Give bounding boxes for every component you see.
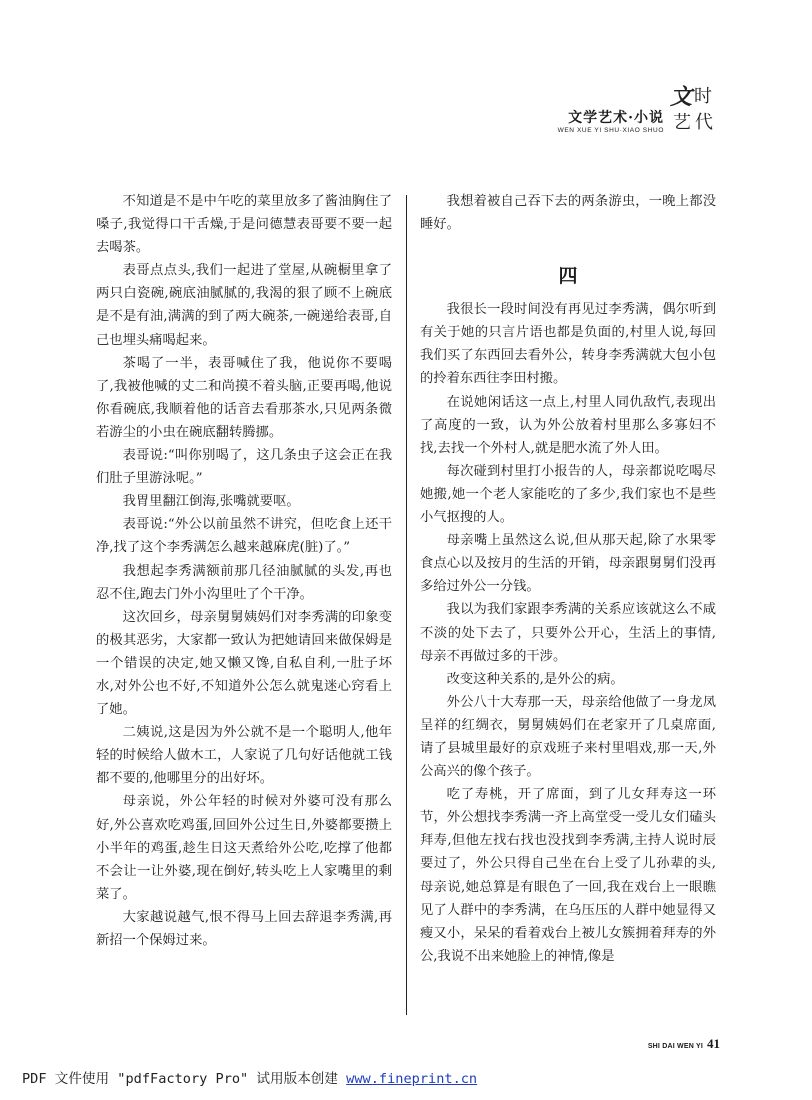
paragraph: 外公八十大寿那一天，母亲给他做了一身龙凤呈祥的红绸衣，舅舅姨妈们在老家开了几桌席面,请了县城里最好的京戏班子来村里唱戏,那一天,外公高兴的像个孩子。	[420, 694, 716, 780]
header-text-block	[558, 110, 664, 136]
magazine-logo	[670, 86, 720, 136]
paragraph: 我很长一段时间没有再见过李秀满，偶尔听到有关于她的只言片语也都是负面的,村里人说,每回我们买了东西回去看外公，转身李秀满就大包小包的拎着东西往李田村搬。	[420, 302, 716, 387]
paragraph: 茶喝了一半，表哥喊住了我，他说你不要喝了,我被他喊的丈二和尚摸不着头脑,正要再喝,他说你看碗底,我顺着他的话音去看那茶水,只见两条微若游尘的小虫在碗底翻转腾挪。	[96, 355, 392, 440]
logo-char: 时	[694, 86, 712, 107]
paragraph: 二姨说,这是因为外公就不是一个聪明人,他年轻的时候给人做木工，人家说了几句好话他就工钱都不要的,他哪里分的出好坏。	[96, 725, 392, 787]
paragraph: 这次回乡，母亲舅舅姨妈们对李秀满的印象变的极其恶劣，大家都一致认为把她请回来做保姆是一个错误的决定,她又懒又馋,自私自利,一肚子坏水,对外公也不好,不知道外公怎么就鬼迷心窍看上了她。	[96, 609, 392, 718]
paragraph: 吃了寿桃，开了席面，到了儿女拜寿这一环节，外公想找李秀满一齐上高堂受一受儿女们磕头拜寿,但他左找右找也没找到李秀满,主持人说时辰要过了，外公只得自己坐在台上受了儿孙辈的头,母亲说,她总算是有眼色了一回,我在戏台上一眼瞧见了人群中的李秀满，在乌压压的人群中她显得又瘦又小，呆呆的看着戏台上被儿女簇拥着拜寿的外公,我说不出来她脸上的神情,像是	[420, 787, 716, 964]
logo-char: 艺	[673, 112, 691, 133]
paragraph: 每次碰到村里打小报告的人，母亲都说吃喝尽她搬,她一个老人家能吃的了多少,我们家也不是些小气抠搜的人。	[420, 463, 716, 526]
watermark-link[interactable]: www.fineprint.cn	[346, 1071, 478, 1087]
section-title-pinyin: WEN XUE YI SHU·XIAO SHUO	[557, 127, 664, 134]
paragraph: 在说她闲话这一点上,村里人同仇敌忾,表现出了高度的一致，认为外公放着村里那么多寡妇不找,去找一个外村人,就是肥水流了外人田。	[420, 394, 716, 456]
column-divider	[406, 195, 407, 1015]
paragraph: 表哥说:“叫你别喝了，这几条虫子这会正在我们肚子里游泳呢。”	[96, 448, 392, 487]
paragraph: 表哥点点头,我们一起进了堂屋,从碗橱里拿了两只白瓷碗,碗底油腻腻的,我渴的狠了顾不上碗底是不是有油,满满的到了两大碗茶,一碗递给表哥,自己也埋头痛喝起来。	[96, 263, 392, 348]
right-column	[420, 190, 716, 968]
page-header	[558, 86, 720, 136]
paragraph: 我想起李秀满额前那几径油腻腻的头发,再也忍不住,跑去门外小沟里吐了个干净。	[96, 563, 392, 602]
footer-label: SHI DAI WEN YI	[647, 1043, 703, 1050]
pdf-watermark	[22, 1067, 477, 1087]
logo-char: 文	[670, 84, 693, 110]
paragraph: 母亲说，外公年轻的时候对外婆可没有那么好,外公喜欢吃鸡蛋,回回外公过生日,外婆都要攒上小半年的鸡蛋,趁生日这天煮给外公吃,吃撑了他都不会让一让外婆,现在倒好,转头吃上人家嘴里的剩菜了。	[96, 794, 392, 902]
paragraph: 改变这种关系的,是外公的病。	[446, 671, 624, 687]
watermark-text: PDF 文件使用 "pdfFactory Pro" 试用版本创建	[22, 1071, 347, 1087]
logo-char: 代	[695, 112, 713, 133]
paragraph: 表哥说:“外公以前虽然不讲究，但吃食上还干净,找了这个李秀满怎么越来越麻虎(脏)了。”	[96, 517, 392, 556]
paragraph: 不知道是不是中午吃的菜里放多了酱油胸住了嗓子,我觉得口干舌燥,于是问德慧表哥要不要一起去喝茶。	[96, 194, 392, 256]
paragraph: 我以为我们家跟李秀满的关系应该就这么不咸不淡的处下去了，只要外公开心，生活上的事情,母亲不再做过多的干涉。	[420, 602, 716, 664]
left-column	[96, 190, 392, 952]
section-title: 文学艺术·小说	[568, 110, 664, 126]
paragraph: 我胃里翻江倒海,张嘴就要呕。	[122, 494, 300, 510]
page-footer	[648, 1036, 720, 1052]
paragraph: 大家越说越气,恨不得马上回去辞退李秀满,再新招一个保姆过来。	[96, 909, 392, 948]
page-number: 41	[707, 1036, 720, 1051]
section-heading: 四	[558, 265, 578, 288]
paragraph: 我想着被自己吞下去的两条游虫，一晚上都没睡好。	[420, 194, 716, 233]
paragraph: 母亲嘴上虽然这么说,但从那天起,除了水果零食点心以及按月的生活的开销，母亲跟舅舅们没再多给过外公一分钱。	[420, 533, 716, 595]
